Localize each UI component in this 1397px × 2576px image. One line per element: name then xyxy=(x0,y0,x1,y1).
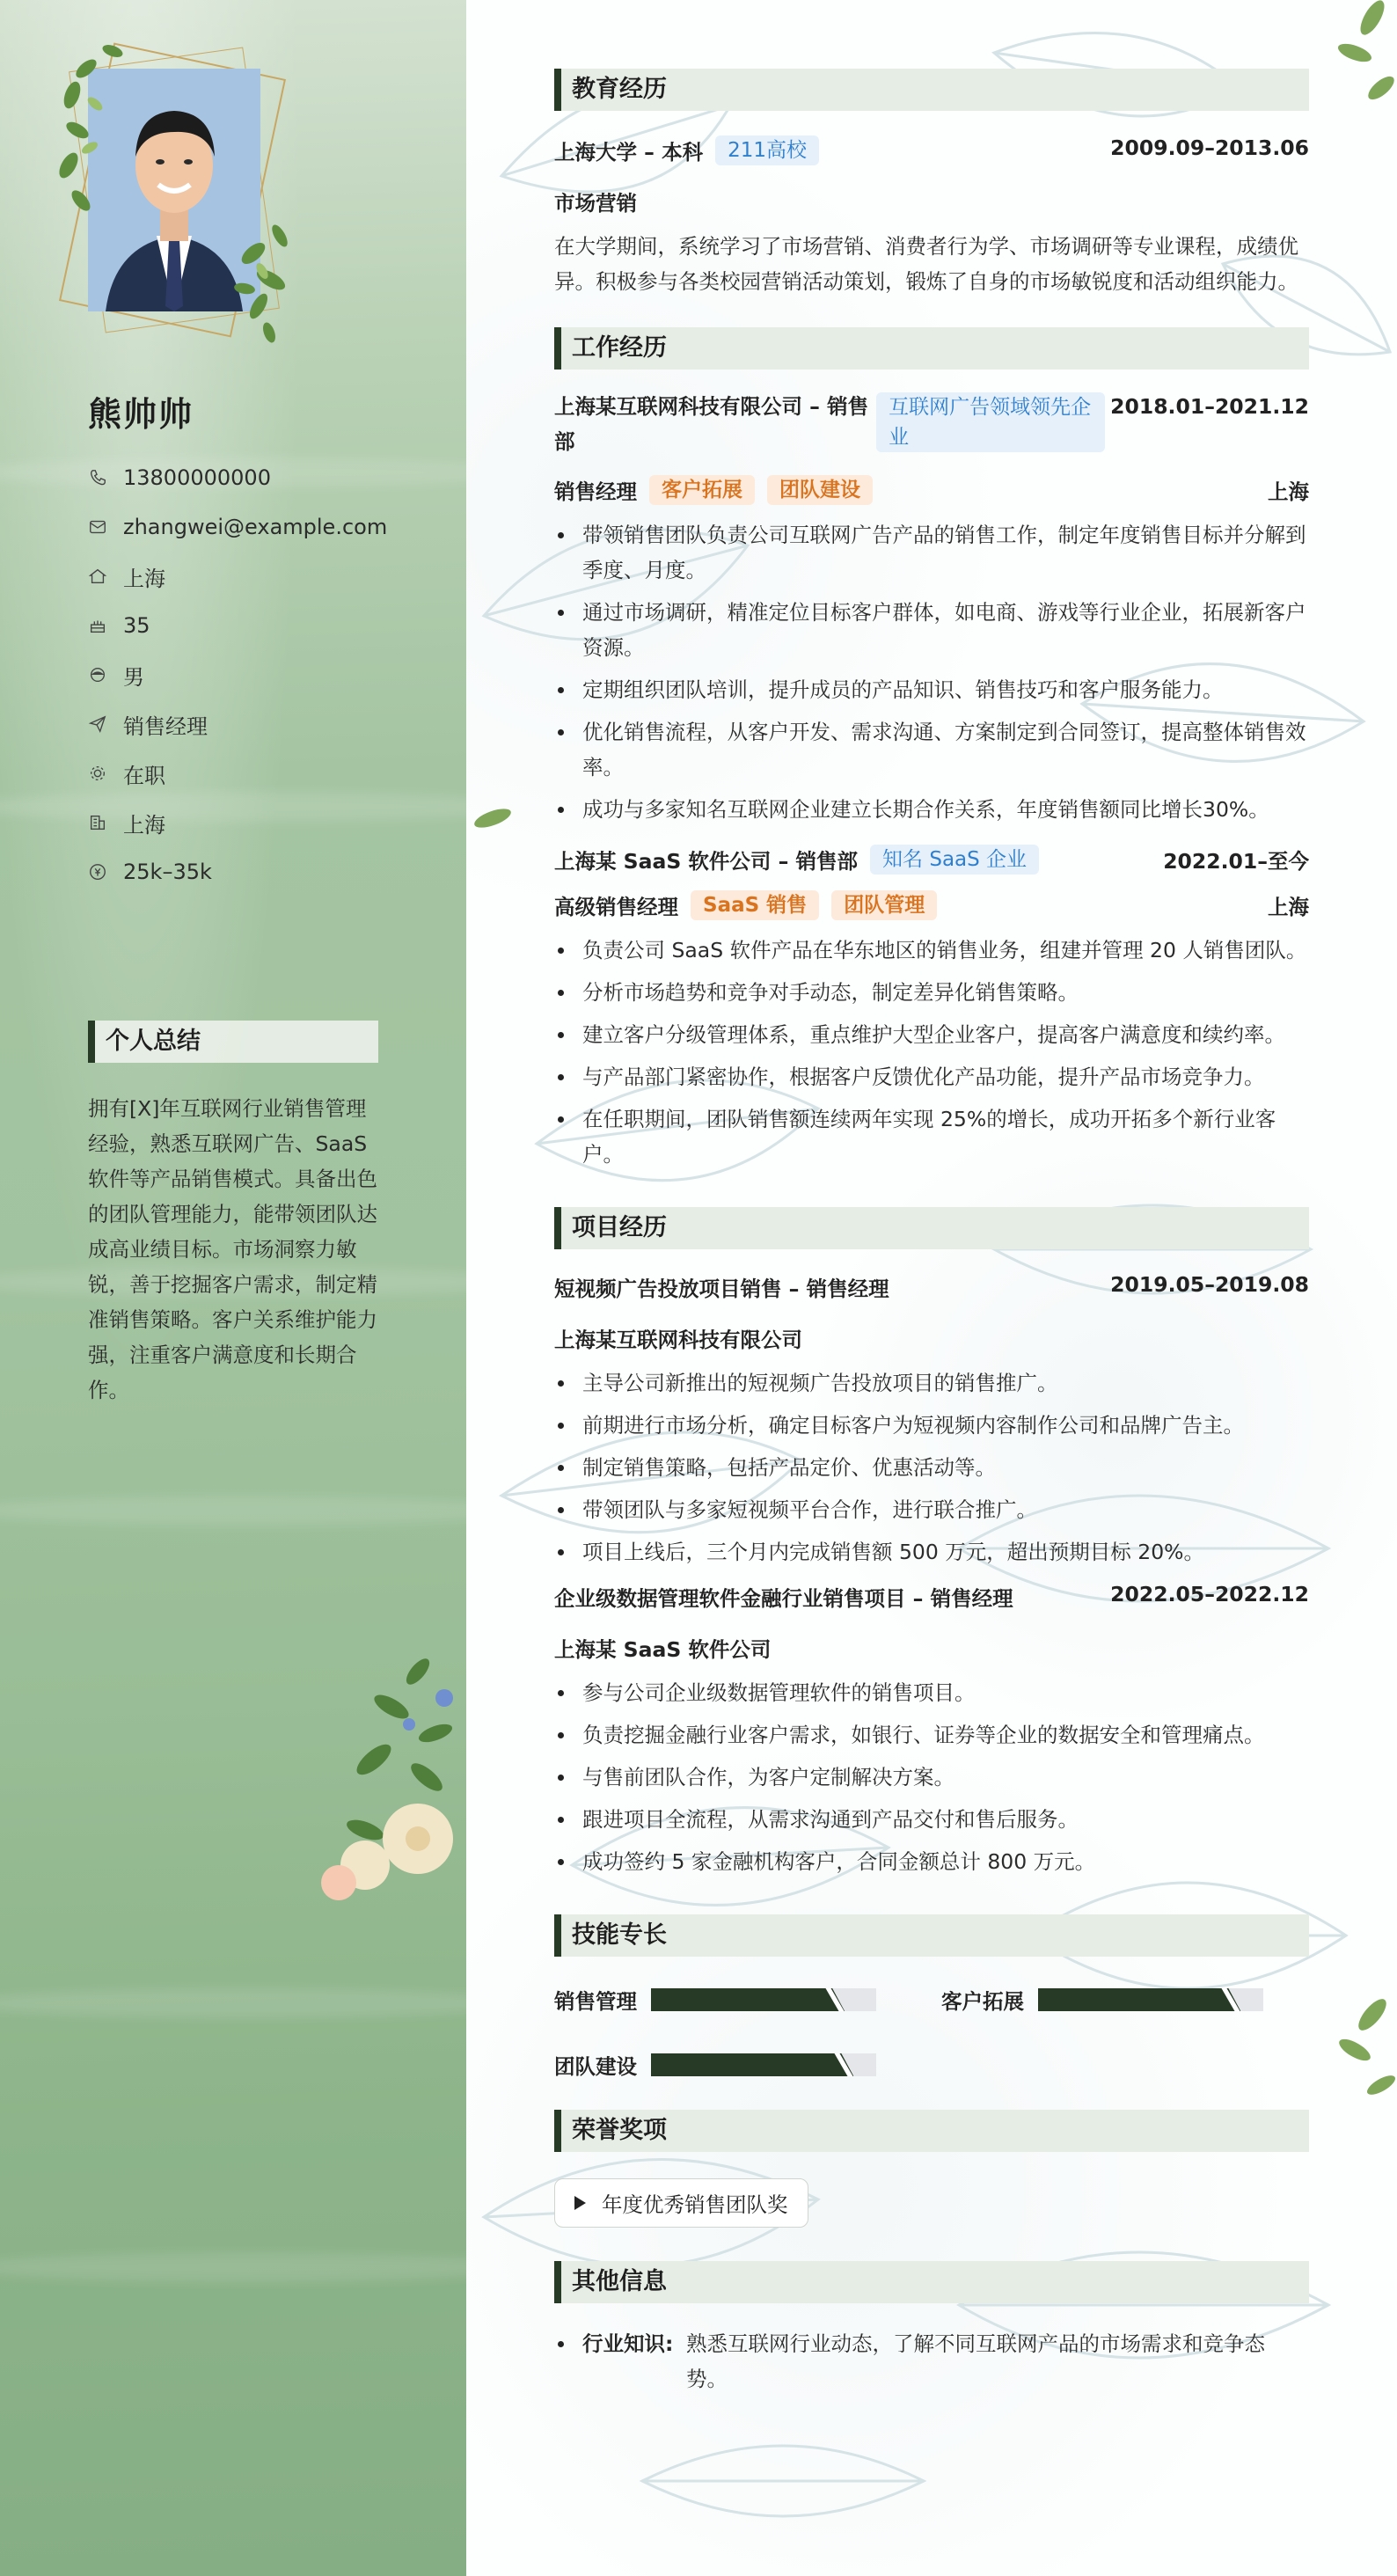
project-period: 2022.05–2022.12 xyxy=(1110,1582,1309,1606)
skill-bar xyxy=(651,1988,876,2011)
list-item: 前期进行市场分析，确定目标客户为短视频内容制作公司和品牌广告主。 xyxy=(554,1408,1309,1443)
skill-bar-fill xyxy=(651,2053,853,2076)
other-label: 行业知识: xyxy=(582,2331,674,2356)
project-name: 短视频广告投放项目销售 – 销售经理 xyxy=(554,1277,889,1301)
list-item: 成功签约 5 家金融机构客户，合同金额总计 800 万元。 xyxy=(554,1844,1309,1879)
project-name: 企业级数据管理软件金融行业销售项目 – 销售经理 xyxy=(554,1586,1013,1611)
skill-name: 团队建设 xyxy=(554,2054,637,2079)
money-icon xyxy=(88,862,107,882)
education-school: 上海大学 – 本科 xyxy=(554,140,704,165)
list-item: 优化销售流程，从客户开发、需求沟通、方案制定到合同签订，提高整体销售效率。 xyxy=(554,714,1309,785)
list-item: 在任职期间，团队销售额连续两年实现 25%的增长，成功开拓多个新行业客户。 xyxy=(554,1101,1309,1172)
work-role-group xyxy=(554,475,873,505)
work-role-line xyxy=(554,475,1309,505)
salary-text: 25k–35k xyxy=(123,860,212,884)
project-company: 上海某 SaaS 软件公司 xyxy=(554,1637,772,1662)
list-item: 带领销售团队负责公司互联网广告产品的销售工作，制定年度销售目标并分解到季度、月度。 xyxy=(554,517,1309,588)
city-text: 上海 xyxy=(123,566,165,591)
other-title: 其他信息 xyxy=(554,2261,1309,2303)
project-header xyxy=(554,1272,1309,1302)
status-row xyxy=(88,749,440,798)
skill-tag: 客户拓展 xyxy=(649,475,755,505)
building-icon xyxy=(88,813,107,832)
person-name: 熊帅帅 xyxy=(88,395,194,434)
project-company: 上海某互联网科技有限公司 xyxy=(554,1328,802,1352)
work-tag: 知名 SaaS 企业 xyxy=(870,845,1039,875)
summary-title: 个人总结 xyxy=(88,1021,378,1063)
list-item: 成功与多家知名互联网企业建立长期合作关系，年度销售额同比增长30%。 xyxy=(554,792,1309,827)
education-title: 教育经历 xyxy=(554,69,1309,111)
project-header xyxy=(554,1582,1309,1612)
skill-tag: 团队建设 xyxy=(767,475,873,505)
project-bullets xyxy=(554,1365,1309,1570)
skill-bar-fill xyxy=(651,1988,845,2011)
work-period: 2022.01–至今 xyxy=(1163,849,1309,874)
flower-decoration xyxy=(312,1636,466,1918)
skill-item xyxy=(554,1985,941,2015)
gender-icon xyxy=(88,665,107,684)
list-item: 制定销售策略，包括产品定价、优惠活动等。 xyxy=(554,1450,1309,1485)
work-company: 上海某互联网科技有限公司 – 销售部 xyxy=(554,394,869,454)
skill-item xyxy=(554,2050,876,2080)
award-text: 年度优秀销售团队奖 xyxy=(602,2192,788,2217)
list-item: 负责公司 SaaS 软件产品在华东地区的销售业务，组建并管理 20 人销售团队。 xyxy=(554,933,1309,968)
work-item xyxy=(554,389,1309,827)
home-icon xyxy=(88,567,107,586)
send-icon xyxy=(88,714,107,734)
phone-row xyxy=(88,453,440,502)
education-description: 在大学期间，系统学习了市场营销、消费者行为学、市场调研等专业课程，成绩优异。积极参与各类校园营销活动策划，锻炼了自身的市场敏锐度和活动组织能力。 xyxy=(554,234,1298,294)
bullet-dot xyxy=(554,2326,582,2397)
list-item: 建立客户分级管理体系，重点维护大型企业客户，提高客户满意度和续约率。 xyxy=(554,1017,1309,1052)
list-item: 负责挖掘金融行业客户需求，如银行、证券等企业的数据安全和管理痛点。 xyxy=(554,1717,1309,1753)
background-streak xyxy=(0,2252,466,2282)
skill-bar xyxy=(1038,1988,1263,2011)
phone-text: 13800000000 xyxy=(123,465,271,490)
resume-content xyxy=(554,69,1309,2397)
work-company-group xyxy=(554,845,1039,875)
photo-frame xyxy=(51,33,297,350)
work-period: 2018.01–2021.12 xyxy=(1110,394,1309,419)
education-major: 市场营销 xyxy=(554,191,637,216)
work-tag: 互联网广告领域领先企业 xyxy=(876,392,1105,452)
salary-row xyxy=(88,847,440,896)
list-item: 通过市场调研，精准定位目标客户群体，如电商、游戏等行业企业，拓展新客户资源。 xyxy=(554,595,1309,665)
work-role-line xyxy=(554,890,1309,920)
education-period: 2009.09–2013.06 xyxy=(1110,135,1309,160)
skill-tag: SaaS 销售 xyxy=(691,890,819,920)
gender-text: 男 xyxy=(123,664,144,690)
awards-title: 荣誉奖项 xyxy=(554,2110,1309,2152)
list-item: 带领团队与多家短视频平台合作，进行联合推广。 xyxy=(554,1492,1309,1527)
skills-row xyxy=(554,1985,1309,2015)
list-item: 定期组织团队培训，提升成员的产品知识、销售技巧和客户服务能力。 xyxy=(554,672,1309,707)
list-item: 与售前团队合作，为客户定制解决方案。 xyxy=(554,1760,1309,1795)
project-item xyxy=(554,1582,1309,1879)
skills-title: 技能专长 xyxy=(554,1914,1309,1957)
leaf-wreath-decoration xyxy=(51,33,297,350)
target-city-row xyxy=(88,798,440,847)
skill-bar xyxy=(651,2053,876,2076)
list-item: 跟进项目全流程，从需求沟通到产品交付和售后服务。 xyxy=(554,1802,1309,1837)
project-bullets xyxy=(554,1675,1309,1879)
work-company: 上海某 SaaS 软件公司 – 销售部 xyxy=(554,849,859,874)
skill-item xyxy=(941,1985,1263,2015)
work-bullets xyxy=(554,517,1309,827)
work-header xyxy=(554,389,1309,459)
awards-list xyxy=(554,2178,1309,2228)
work-role: 高级销售经理 xyxy=(554,895,678,919)
mail-icon xyxy=(88,517,107,537)
projects-title: 项目经历 xyxy=(554,1207,1309,1249)
other-item xyxy=(554,2326,1309,2397)
background-streak xyxy=(0,1988,466,2018)
skill-tag: 团队管理 xyxy=(831,890,937,920)
education-header xyxy=(554,135,1309,165)
skill-name: 客户拓展 xyxy=(941,1989,1024,2014)
contact-info-list xyxy=(88,453,440,896)
target-job-row xyxy=(88,699,440,749)
work-title: 工作经历 xyxy=(554,327,1309,370)
skills-row xyxy=(554,2050,1309,2080)
list-item: 分析市场趋势和竞争对手动态，制定差异化销售策略。 xyxy=(554,975,1309,1010)
gender-row xyxy=(88,650,440,699)
list-item: 参与公司企业级数据管理软件的销售项目。 xyxy=(554,1675,1309,1710)
sidebar xyxy=(0,0,466,2576)
education-school-line xyxy=(554,135,819,165)
phone-icon xyxy=(88,468,107,487)
work-header xyxy=(554,845,1309,875)
summary-text: 拥有[X]年互联网行业销售管理经验，熟悉互联网广告、SaaS 软件等产品销售模式。具备出色的团队管理能力，能带领团队达成高业绩目标。市场洞察力敏锐，善于挖掘客户需求，制定精准销售策略。客户关系维护能力强，注重客户满意度和长期合作。 xyxy=(88,1096,377,1402)
project-period: 2019.05–2019.08 xyxy=(1110,1272,1309,1297)
age-text: 35 xyxy=(123,613,150,638)
list-item: 主导公司新推出的短视频广告投放项目的销售推广。 xyxy=(554,1365,1309,1401)
status-text: 在职 xyxy=(123,763,165,788)
list-item: 与产品部门紧密协作，根据客户反馈优化产品功能，提升产品市场竞争力。 xyxy=(554,1059,1309,1094)
main-content xyxy=(466,0,1397,2576)
background-streak xyxy=(0,1496,466,1526)
skill-bar-fill xyxy=(1038,1988,1240,2011)
age-row xyxy=(88,601,440,650)
email-text: zhangwei@example.com xyxy=(123,515,388,539)
email-row xyxy=(88,502,440,552)
skill-name: 销售管理 xyxy=(554,1989,637,2014)
work-bullets xyxy=(554,933,1309,1172)
target-job-text: 销售经理 xyxy=(123,714,208,739)
project-item xyxy=(554,1272,1309,1570)
work-item xyxy=(554,845,1309,1172)
cake-icon xyxy=(88,616,107,635)
work-location: 上海 xyxy=(1268,895,1309,919)
gear-icon xyxy=(88,764,107,783)
list-item: 项目上线后，三个月内完成销售额 500 万元，超出预期目标 20%。 xyxy=(554,1534,1309,1570)
work-role-group xyxy=(554,890,937,920)
play-triangle-icon xyxy=(574,2196,586,2210)
work-location: 上海 xyxy=(1268,479,1309,504)
city-row xyxy=(88,552,440,601)
award-item xyxy=(554,2178,808,2228)
education-tag: 211高校 xyxy=(715,135,819,165)
other-text: 熟悉互联网行业动态，了解不同互联网产品的市场需求和竞争态势。 xyxy=(686,2331,1265,2391)
work-role: 销售经理 xyxy=(554,479,637,504)
target-city-text: 上海 xyxy=(123,812,165,838)
